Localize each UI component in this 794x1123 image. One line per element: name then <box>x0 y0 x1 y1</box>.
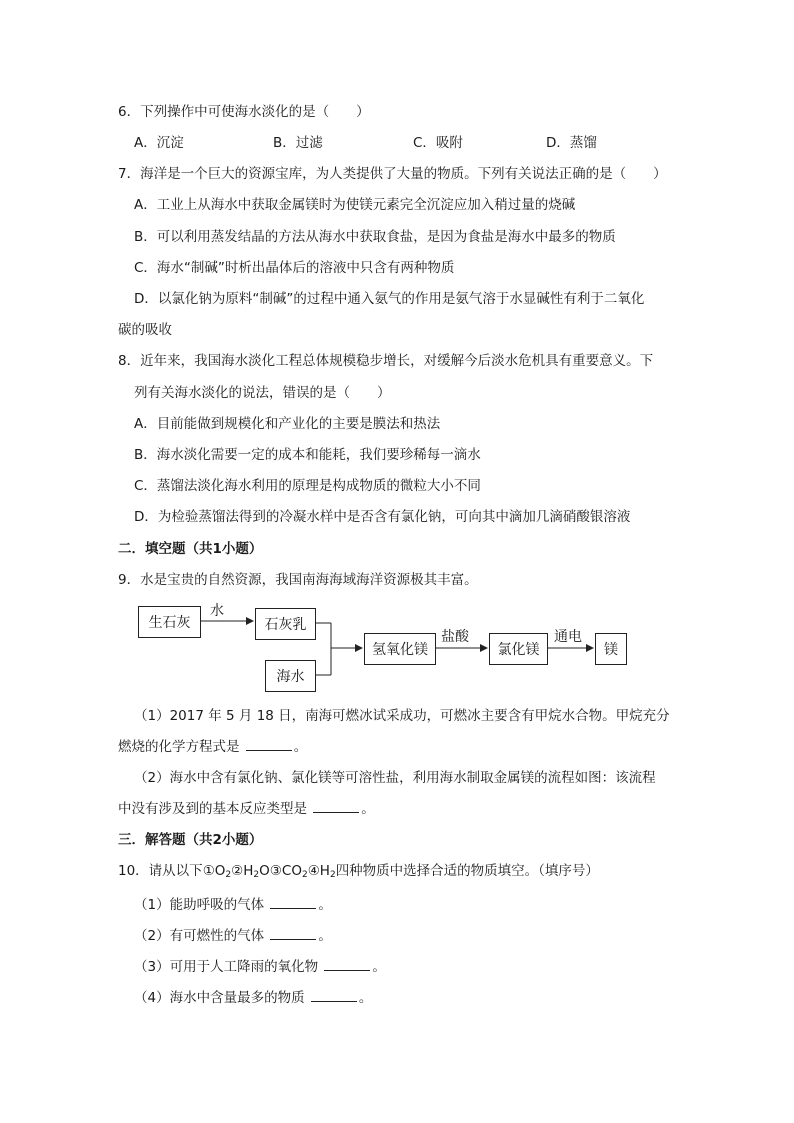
q9-part2-continued: 中没有涉及到的基本反应类型是 。 <box>118 801 375 817</box>
node-magnesium: 镁 <box>595 633 627 665</box>
q8-stem: 8．近年来，我国海水淡化工程总体规模稳步增长，对缓解今后淡水危机具有重要意义。下 <box>118 353 654 369</box>
q8-option-a: A．目前能做到规模化和产业化的主要是膜法和热法 <box>134 416 441 432</box>
q10-part2: （2）有可燃性的气体 。 <box>134 928 332 944</box>
q6-option-b: B．过滤 <box>273 135 323 151</box>
label-electrolysis: 通电 <box>554 629 582 645</box>
q7-option-d-continued: 碳的吸收 <box>118 322 172 338</box>
q7-option-d: D．以氯化钠为原料“制碱”的过程中通入氨气的作用是氨气溶于水显碱性有利于二氧化 <box>134 291 645 307</box>
answer-blank-q9-2[interactable] <box>313 800 359 813</box>
answer-blank-q10-3[interactable] <box>324 958 370 971</box>
q10-part3: （3）可用于人工降雨的氧化物 。 <box>134 959 386 975</box>
answer-blank-q10-2[interactable] <box>270 927 316 940</box>
q7-option-b: B．可以利用蒸发结晶的方法从海水中获取食盐，是因为食盐是海水中最多的物质 <box>134 229 616 245</box>
q7-option-c: C．海水“制碱”时析出晶体后的溶液中只含有两种物质 <box>134 260 455 276</box>
q6-option-c: C．吸附 <box>413 135 463 151</box>
q10-part4: （4）海水中含量最多的物质 。 <box>134 990 373 1006</box>
node-seawater: 海水 <box>265 660 316 692</box>
answer-blank-q9-1[interactable] <box>246 738 292 751</box>
q8-option-b: B．海水淡化需要一定的成本和能耗，我们要珍稀每一滴水 <box>134 447 481 463</box>
q9-part1: （1）2017 年 5 月 18 日，南海可燃冰试采成功，可燃冰主要含有甲烷水合物。甲烷充分 <box>134 708 670 724</box>
q6-option-a: A．沉淀 <box>134 135 184 151</box>
q7-option-a: A．工业上从海水中获取金属镁时为使镁元素完全沉淀应加入稍过量的烧碱 <box>134 197 576 213</box>
node-lime-milk: 石灰乳 <box>255 608 316 640</box>
q9-part1-continued: 燃烧的化学方程式是 。 <box>118 739 308 755</box>
answer-blank-q10-4[interactable] <box>311 989 357 1002</box>
q9-stem: 9．水是宝贵的自然资源，我国南海海域海洋资源极其丰富。 <box>118 572 478 588</box>
q10-part1: （1）能助呼吸的气体 。 <box>134 897 332 913</box>
section-answer-title: 三．解答题（共2小题） <box>118 832 263 848</box>
q8-stem-continued: 列有关海水淡化的说法，错误的是（ ） <box>134 385 391 401</box>
q9-part2: （2）海水中含有氯化钠、氯化镁等可溶性盐，利用海水制取金属镁的流程如图：该流程 <box>134 770 656 786</box>
node-quicklime: 生石灰 <box>138 606 201 638</box>
node-mg-hydroxide: 氢氧化镁 <box>364 633 436 665</box>
q6-stem: 6．下列操作中可使海水淡化的是（ ） <box>118 104 370 120</box>
q7-stem: 7．海洋是一个巨大的资源宝库，为人类提供了大量的物质。下列有关说法正确的是（ ） <box>118 166 667 182</box>
q6-option-d: D．蒸馏 <box>546 135 597 151</box>
q10-stem: 10．请从以下$①O_2②H_2O③CO_2④H_2$四种物质中选择合适的物质填空。（填序号） <box>118 863 599 880</box>
answer-blank-q10-1[interactable] <box>270 896 316 909</box>
q8-option-d: D．为检验蒸馏法得到的冷凝水样中是否含有氯化钠，可向其中滴加几滴硝酸银溶液 <box>134 509 631 525</box>
label-water: 水 <box>210 603 224 619</box>
section-fill-in-title: 二．填空题（共1小题） <box>118 541 263 557</box>
q8-option-c: C．蒸馏法淡化海水利用的原理是构成物质的微粒大小不同 <box>134 478 481 494</box>
node-mg-chloride: 氯化镁 <box>489 633 548 665</box>
label-hydrochloric-acid: 盐酸 <box>441 629 469 645</box>
